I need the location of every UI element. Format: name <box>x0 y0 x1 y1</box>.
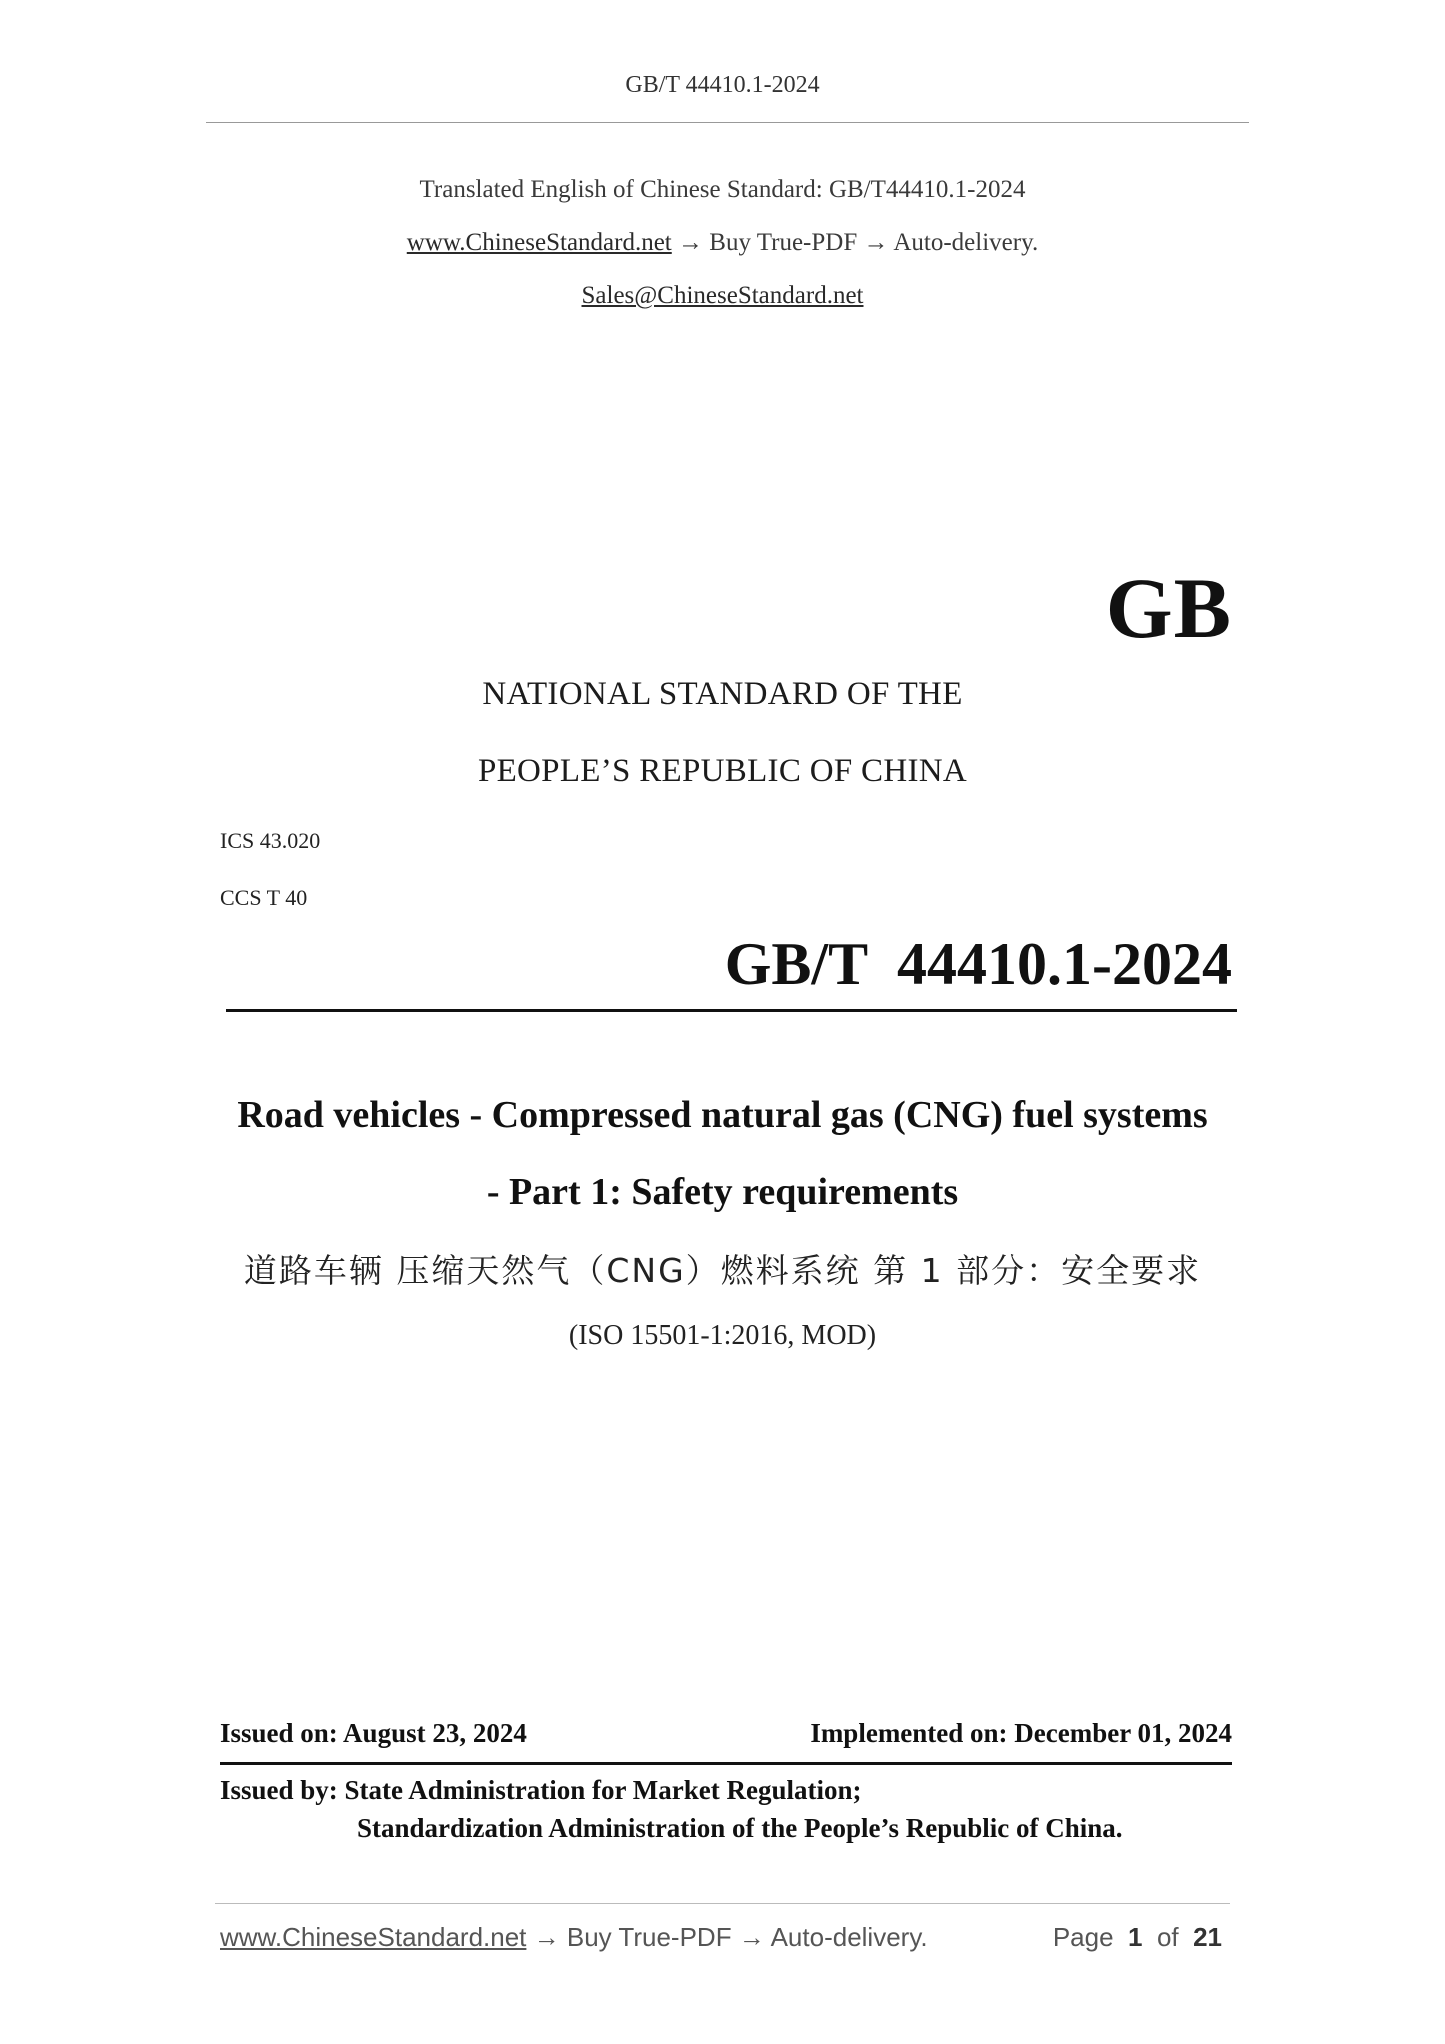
page-of: of <box>1156 1922 1179 1952</box>
page-indicator <box>1053 1922 1222 1953</box>
buy-text: → Buy True-PDF → Auto-delivery. <box>678 229 1039 256</box>
standard-number: GB/T 44410.1-2024 <box>724 931 1232 997</box>
header-divider <box>206 122 1249 123</box>
chinese-title: 道路车辆 压缩天然气（CNG）燃料系统 第 1 部分：安全要求 <box>243 1251 1202 1290</box>
iso-reference: (ISO 15501-1:2016, MOD) <box>568 1320 877 1351</box>
issued-by-line-2: Standardization Administration of the People’s Republic of China. <box>357 1813 1123 1843</box>
footer-buy-text: → Buy True-PDF → Auto-delivery. <box>533 1922 928 1952</box>
page-current: 1 <box>1128 1922 1143 1952</box>
gb-mark: GB <box>1105 560 1232 656</box>
footer-divider <box>215 1903 1230 1904</box>
ccs-code: CCS T 40 <box>220 885 308 910</box>
standard-number-rule <box>226 1009 1237 1012</box>
national-line-2: PEOPLE’S REPUBLIC OF CHINA <box>477 753 968 789</box>
national-line-1: NATIONAL STANDARD OF THE <box>482 676 963 712</box>
title-line-2: - Part 1: Safety requirements <box>486 1171 959 1213</box>
header-doc-code: GB/T 44410.1-2024 <box>625 72 820 98</box>
footer-left <box>220 1922 928 1953</box>
footer-site-link[interactable]: www.ChineseStandard.net <box>220 1922 527 1952</box>
site-buy-line <box>0 229 1445 257</box>
issued-on: Issued on: August 23, 2024 <box>220 1718 527 1748</box>
page-total: 21 <box>1193 1922 1222 1952</box>
email-link[interactable]: Sales@ChineseStandard.net <box>581 282 864 309</box>
ics-code: ICS 43.020 <box>220 828 321 853</box>
translated-line: Translated English of Chinese Standard: GB/T44410.1-2024 <box>419 176 1026 203</box>
title-line-1: Road vehicles - Compressed natural gas (CNG) fuel systems <box>237 1094 1208 1136</box>
issuance-rule <box>220 1762 1232 1765</box>
page-label: Page <box>1052 1922 1114 1952</box>
email-line <box>0 282 1445 310</box>
implemented-on: Implemented on: December 01, 2024 <box>810 1718 1232 1748</box>
site-link[interactable]: www.ChineseStandard.net <box>406 229 672 256</box>
issued-by-line-1: Issued by: State Administration for Market Regulation; <box>220 1775 862 1805</box>
